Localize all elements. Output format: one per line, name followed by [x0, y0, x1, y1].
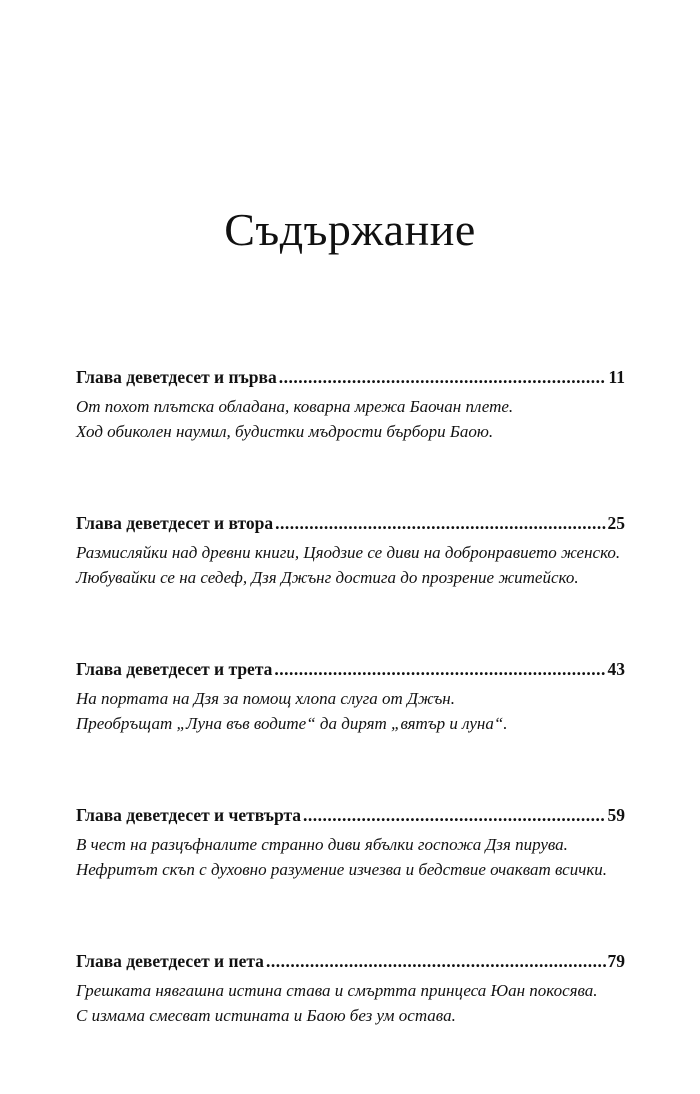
page-number: 79 [607, 951, 625, 971]
subtitle-line: Размисляйки над древни книги, Цяодзие се диви на добронравието женско. [76, 543, 621, 562]
dot-leader [279, 364, 607, 390]
dot-leader [266, 948, 606, 974]
toc-entry [76, 364, 625, 444]
chapter-title: Глава деветдесет и четвърта [76, 805, 302, 825]
toc-entry-heading [76, 364, 625, 390]
table-of-contents [76, 364, 625, 1094]
subtitle-line: Ход обиколен наумил, будистки мъдрости бърбори Баою. [76, 422, 494, 441]
toc-entry-heading [76, 656, 625, 682]
dot-leader [274, 656, 605, 682]
subtitle-line: В чест на разцъфналите странно диви ябълки госпожа Дзя пирува. [76, 835, 568, 854]
chapter-title: Глава деветдесет и пета [76, 951, 264, 971]
chapter-subtitle [76, 540, 625, 590]
toc-entry-heading [76, 510, 625, 536]
toc-entry-heading [76, 948, 625, 974]
chapter-title: Глава деветдесет и първа [76, 367, 277, 387]
toc-entry [76, 656, 625, 736]
subtitle-line: На портата на Дзя за помощ хлопа слуга от Джън. [76, 689, 455, 708]
toc-entry [76, 802, 625, 882]
chapter-subtitle [76, 832, 625, 882]
page-number: 25 [607, 513, 625, 533]
subtitle-line: Грешката нявгашна истина става и смъртта принцеса Юан покосява. [76, 981, 598, 1000]
subtitle-line: Преобръщат „Луна във водите“ да дирят „вятър и луна“. [76, 714, 508, 733]
chapter-subtitle [76, 686, 625, 736]
page-number: 11 [608, 367, 625, 387]
page-number: 43 [607, 659, 625, 679]
subtitle-line: С измама смесват истината и Баою без ум остава. [76, 1006, 456, 1025]
subtitle-line: От похот плътска обладана, коварна мрежа Баочан плете. [76, 397, 514, 416]
dot-leader [275, 510, 605, 536]
dot-leader [303, 802, 605, 828]
subtitle-line: Нефритът скъп с духовно разумение изчезва и бедствие очакват всички. [76, 860, 608, 879]
toc-entry [76, 948, 625, 1028]
page-number: 59 [607, 805, 625, 825]
chapter-title: Глава деветдесет и втора [76, 513, 274, 533]
chapter-title: Глава деветдесет и трета [76, 659, 273, 679]
toc-entry-heading [76, 802, 625, 828]
chapter-subtitle [76, 978, 625, 1028]
toc-entry [76, 510, 625, 590]
subtitle-line: Любувайки се на седеф, Дзя Джънг достига до прозрение житейско. [76, 568, 579, 587]
page-title: Съдържание [224, 204, 476, 255]
chapter-subtitle [76, 394, 625, 444]
